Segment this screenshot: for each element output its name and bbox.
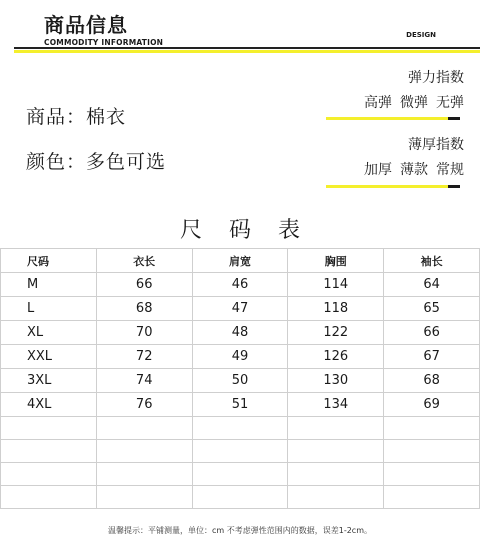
design-label: DESIGN: [406, 31, 436, 39]
table-cell: 68: [384, 369, 480, 393]
table-cell: 3XL: [1, 369, 97, 393]
table-cell: 51: [192, 393, 288, 417]
table-cell: L: [1, 297, 97, 321]
table-cell: 74: [96, 369, 192, 393]
elasticity-option: 无弹: [436, 95, 464, 111]
table-cell: 69: [384, 393, 480, 417]
table-header-row: [1, 249, 480, 273]
elasticity-marker: [448, 117, 460, 120]
table-cell: 66: [384, 321, 480, 345]
header-divider-yellow: [14, 50, 480, 53]
thickness-option: 薄款: [400, 162, 428, 178]
elasticity-bar: [326, 117, 460, 120]
table-row-empty: [1, 486, 480, 509]
table-cell: 70: [96, 321, 192, 345]
table-cell: 47: [192, 297, 288, 321]
table-row: [1, 297, 480, 321]
elasticity-options: [364, 92, 464, 112]
table-cell: 72: [96, 345, 192, 369]
table-cell: XXL: [1, 345, 97, 369]
thickness-option: 常规: [436, 162, 464, 178]
table-row-empty: [1, 440, 480, 463]
table-cell: 65: [384, 297, 480, 321]
elasticity-title: 弹力指数: [408, 70, 464, 86]
footer-note: 温馨提示：平铺测量，单位：cm 不考虑弹性范围内的数据，误差1-2cm。: [108, 526, 372, 535]
table-row-empty: [1, 463, 480, 486]
table-row-empty: [1, 417, 480, 440]
table-cell: 4XL: [1, 393, 97, 417]
table-cell: 130: [288, 369, 384, 393]
header-length: 衣长: [96, 249, 192, 273]
size-table: [0, 248, 480, 509]
thickness-options: [364, 159, 464, 179]
thickness-bar: [326, 185, 460, 188]
thickness-option: 加厚: [364, 162, 392, 178]
elasticity-option: 微弹: [400, 95, 428, 111]
header-chest: 胸围: [288, 249, 384, 273]
header-shoulder: 肩宽: [192, 249, 288, 273]
header-divider-dark: [14, 47, 480, 49]
table-cell: 122: [288, 321, 384, 345]
table-row: [1, 393, 480, 417]
table-row: [1, 321, 480, 345]
table-cell: 118: [288, 297, 384, 321]
table-cell: 50: [192, 369, 288, 393]
table-cell: XL: [1, 321, 97, 345]
page-subtitle: COMMODITY INFORMATION: [44, 38, 164, 47]
thickness-title: 薄厚指数: [408, 137, 464, 153]
table-cell: 76: [96, 393, 192, 417]
table-row: [1, 345, 480, 369]
table-row: [1, 369, 480, 393]
table-cell: 48: [192, 321, 288, 345]
table-cell: 49: [192, 345, 288, 369]
product-color: 颜色：多色可选: [26, 151, 167, 173]
table-cell: 46: [192, 273, 288, 297]
product-name: 商品：棉衣: [26, 106, 127, 128]
table-cell: 67: [384, 345, 480, 369]
table-cell: 64: [384, 273, 480, 297]
table-cell: 126: [288, 345, 384, 369]
table-cell: M: [1, 273, 97, 297]
table-cell: 66: [96, 273, 192, 297]
table-cell: 114: [288, 273, 384, 297]
table-row: [1, 273, 480, 297]
thickness-marker: [448, 185, 460, 188]
size-table-title: 尺 码 表: [180, 218, 310, 243]
page-title: 商品信息: [44, 13, 128, 37]
table-cell: 134: [288, 393, 384, 417]
header-sleeve: 袖长: [384, 249, 480, 273]
table-cell: 68: [96, 297, 192, 321]
header-size: 尺码: [1, 249, 97, 273]
elasticity-option: 高弹: [364, 95, 392, 111]
